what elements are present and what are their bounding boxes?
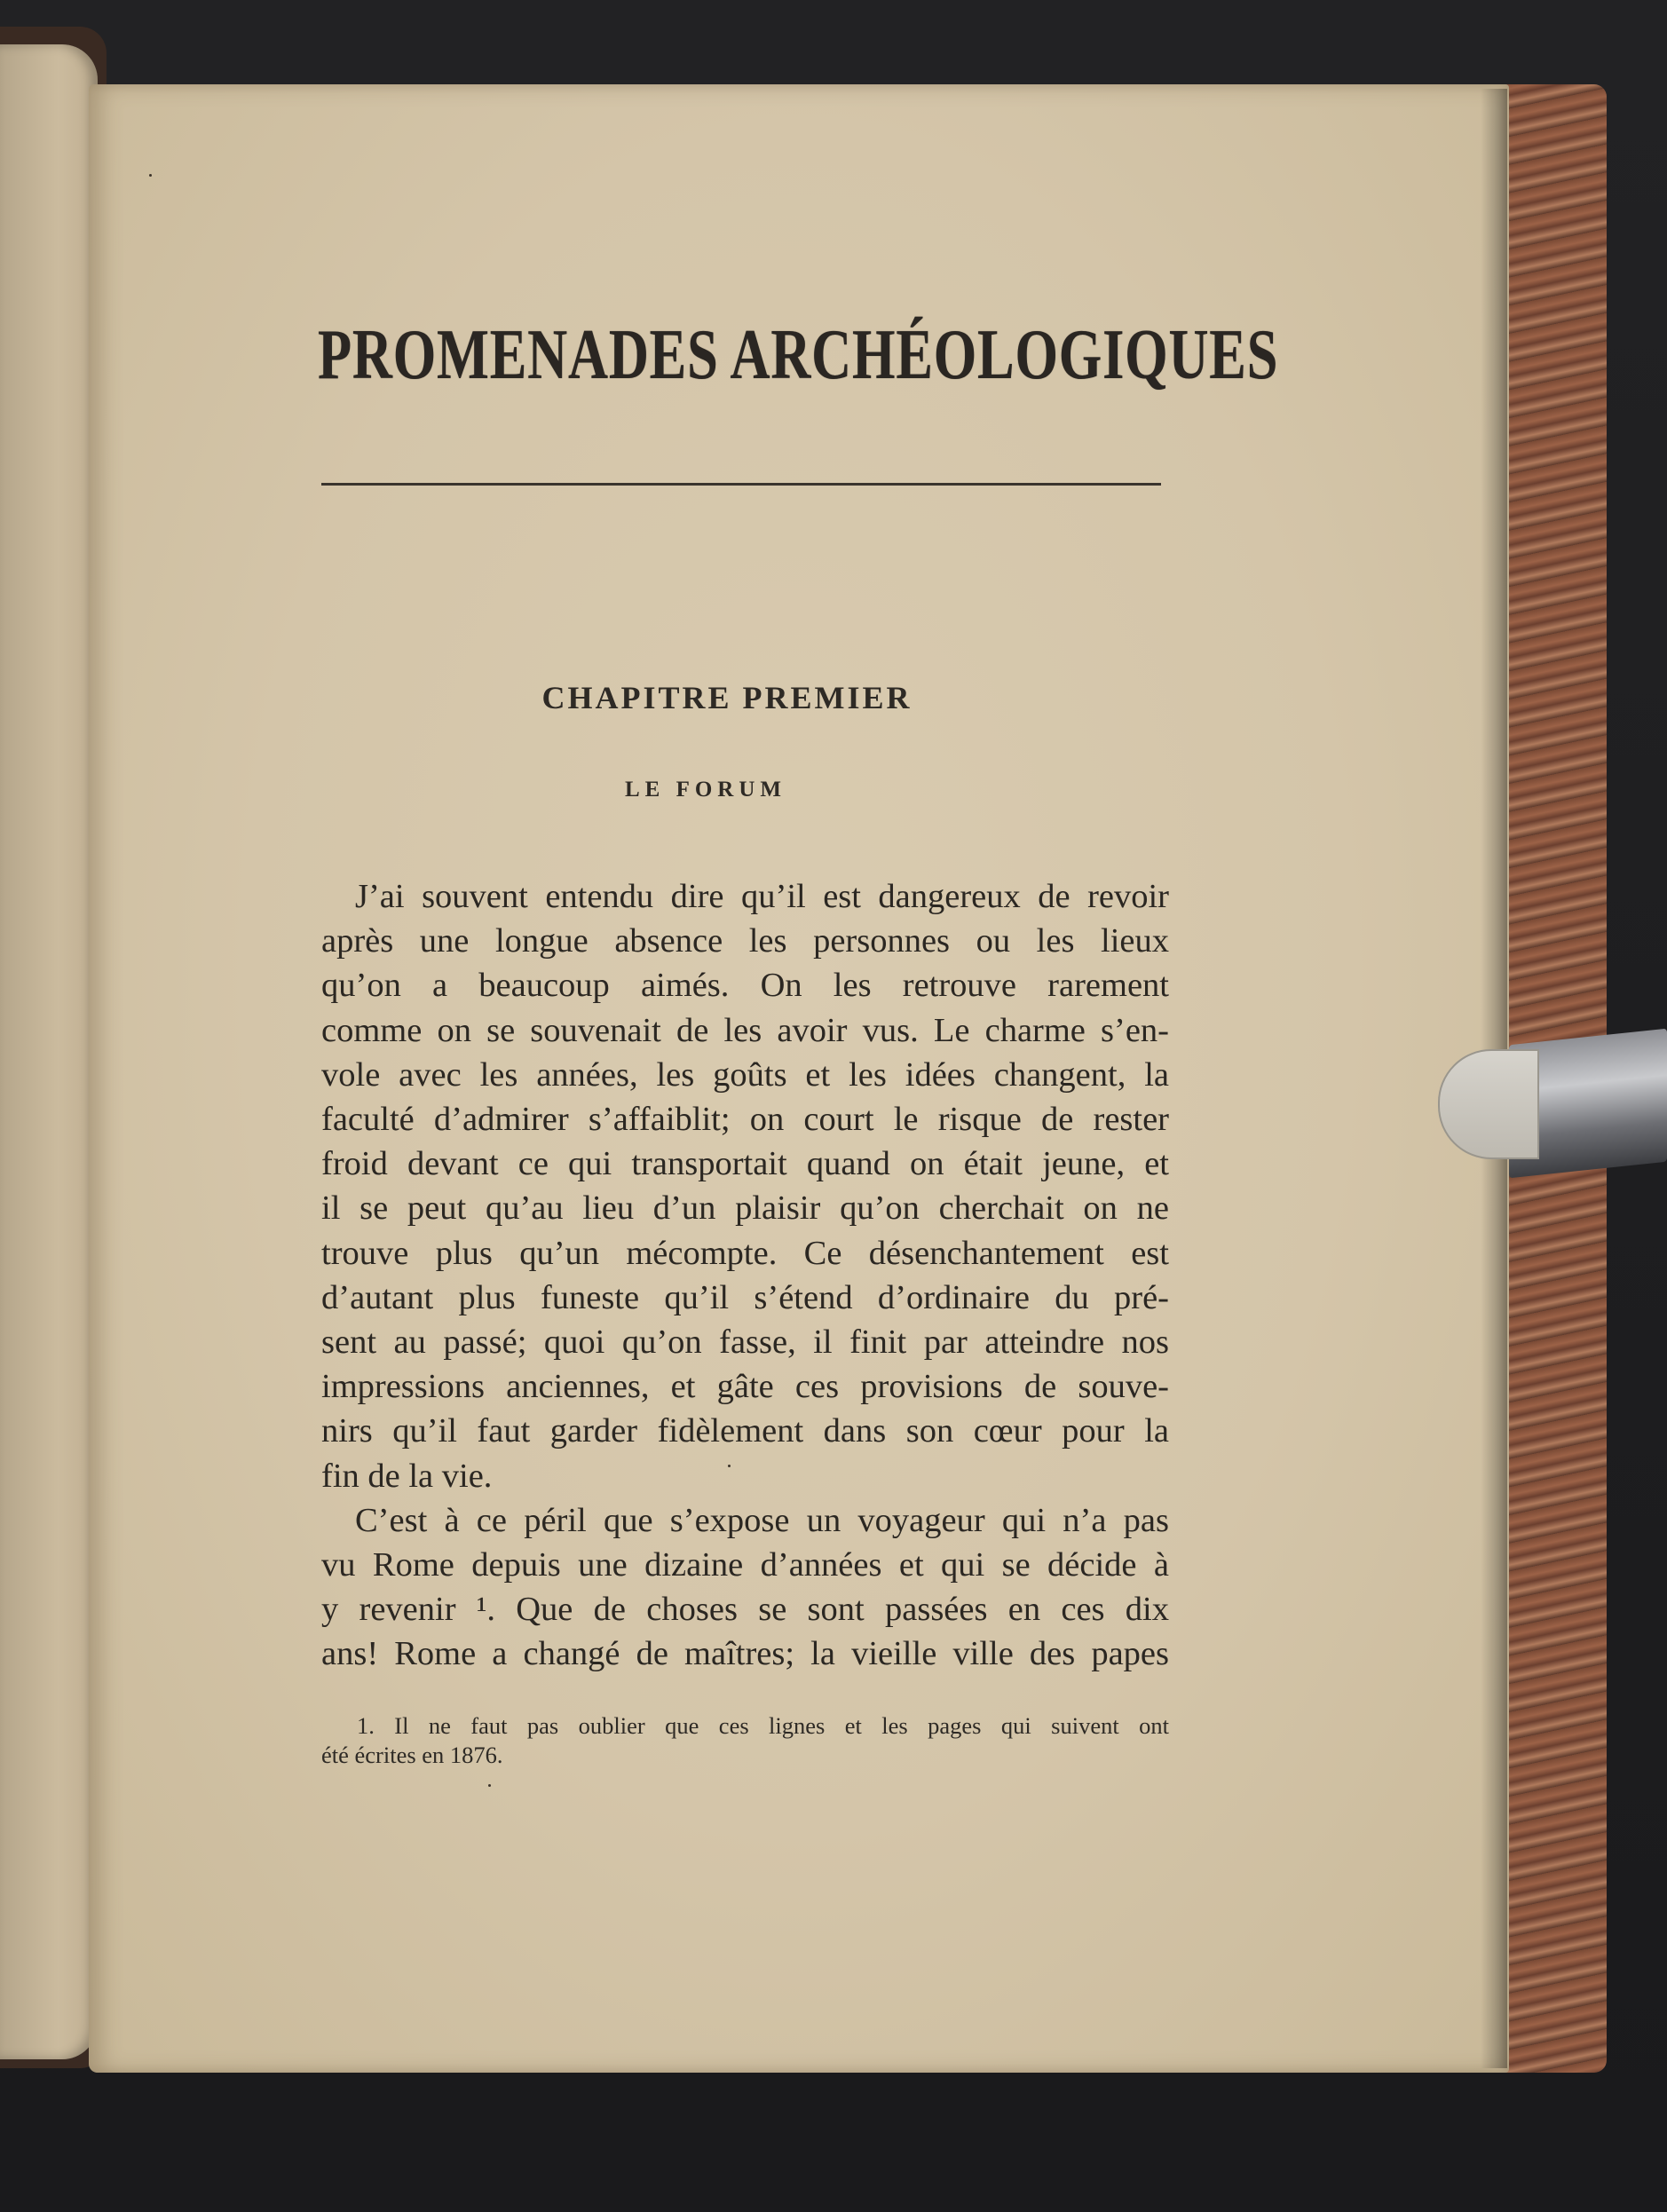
text-line: froid devant ce qui transportait quand on était jeune, et bbox=[321, 1145, 1169, 1183]
title-rule-divider bbox=[321, 483, 1161, 486]
chapter-subtitle-text: LE FORUM bbox=[624, 778, 787, 802]
page-clip-tab bbox=[1438, 1049, 1539, 1159]
text-line: trouve plus qu’un mécompte. Ce désenchantement est bbox=[321, 1234, 1169, 1272]
paper-speck bbox=[728, 1465, 731, 1467]
text-line: vu Rome depuis une dizaine d’années et qui se décide à bbox=[321, 1546, 1169, 1584]
text-line: sent au passé; quoi qu’on fasse, il finit par atteindre nos bbox=[321, 1323, 1169, 1362]
paper-speck bbox=[488, 1784, 491, 1787]
text-line: vole avec les années, les goûts et les idées changent, la bbox=[321, 1055, 1169, 1094]
text-line: comme on se souvenait de les avoir vus. Le charme s’en- bbox=[321, 1011, 1169, 1049]
text-line: J’ai souvent entendu dire qu’il est dangereux de revoir bbox=[355, 878, 1169, 915]
footnote-line: 1. Il ne faut pas oublier que ces lignes et les pages qui suivent ont bbox=[357, 1712, 1169, 1739]
text-line: fin de la vie. bbox=[321, 1457, 493, 1495]
text-line: y revenir ¹. Que de choses se sont passées en ces dix bbox=[321, 1591, 1169, 1629]
text-line: ans! Rome a changé de maîtres; la vieille ville des papes bbox=[321, 1635, 1169, 1673]
text-line: nirs qu’il faut garder fidèlement dans son cœur pour la bbox=[321, 1412, 1169, 1450]
chapter-heading-text: CHAPITRE PREMIER bbox=[541, 680, 913, 715]
text-line: impressions anciennes, et gâte ces provisions de souve- bbox=[321, 1368, 1169, 1406]
text-line: il se peut qu’au lieu d’un plaisir qu’on cherchait on ne bbox=[321, 1189, 1169, 1228]
text-line: C’est à ce péril que s’expose un voyageur qui n’a pas bbox=[355, 1501, 1169, 1539]
paper-speck bbox=[149, 174, 152, 177]
text-line: après une longue absence les personnes ou les lieux bbox=[321, 922, 1169, 960]
body-text bbox=[321, 874, 1169, 1677]
text-line: qu’on a beaucoup aimés. On les retrouve rarement bbox=[321, 967, 1169, 1005]
page-title: PROMENADES ARCHÉOLOGIQUES bbox=[318, 316, 1279, 394]
text-line: faculté d’admirer s’affaiblit; on court le risque de rester bbox=[321, 1101, 1169, 1139]
chapter-heading bbox=[0, 679, 1491, 716]
footnote bbox=[321, 1711, 1169, 1770]
text-line: d’autant plus funeste qu’il s’étend d’ordinaire du pré- bbox=[321, 1278, 1169, 1316]
left-facing-page bbox=[0, 44, 98, 2059]
chapter-subtitle bbox=[0, 778, 1491, 802]
footnote-line: été écrites en 1876. bbox=[321, 1742, 503, 1768]
